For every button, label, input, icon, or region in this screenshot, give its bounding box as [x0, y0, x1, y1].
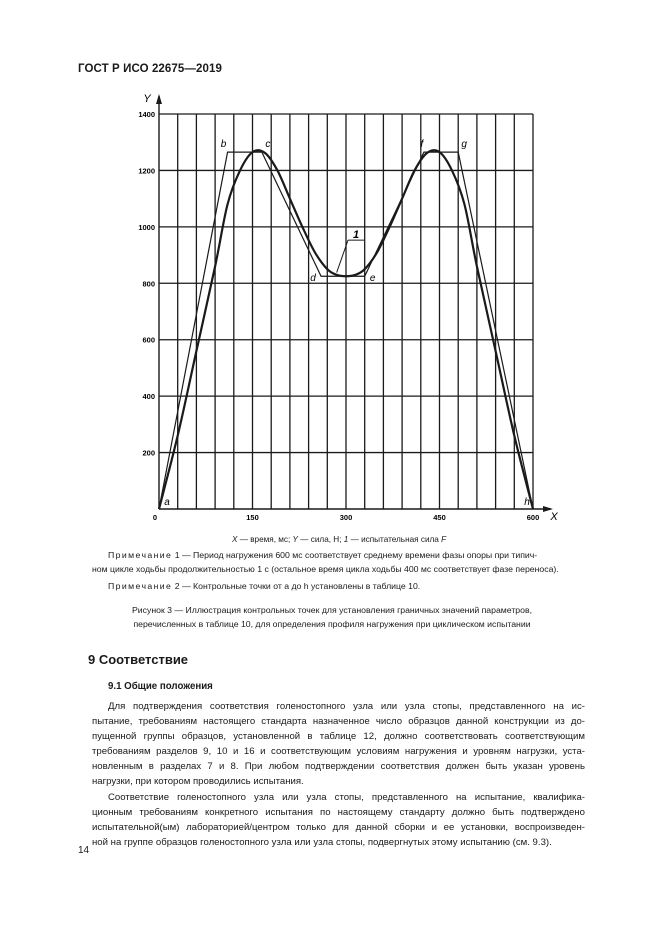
x-tick-label: 150 [246, 513, 259, 522]
paragraph-line: ной на группе образцов голеностопного узла или узла стопы, подвергнутых этому испытанию (см. 9.3). [92, 837, 552, 848]
note-prefix: Примечание [108, 550, 173, 560]
y-tick-label: 200 [142, 448, 155, 458]
subsection-title: 9.1 Общие положения [108, 681, 213, 692]
figure-caption-line: Рисунок 3 — Иллюстрация контрольных точек для установления граничных значений параметров, [132, 605, 532, 615]
control-point-label-d: d [310, 273, 316, 285]
control-point-label-c: c [265, 139, 271, 151]
paragraph-line: требованиям разделов 9, 10 и 16 и соответствующим условиям нагружения и уровням нагрузки, уста- [92, 746, 585, 757]
control-point-label-f: f [420, 139, 424, 151]
axis-caption: X — время, мс; Y — сила, Н; 1 — испытательная сила F [232, 535, 447, 544]
paragraph-line: испытательной(ым) лабораторией/центром только для данной сборки и ее установки, воспроизведен- [92, 822, 585, 833]
paragraph-line: Соответствие голеностопного узла или узла стопы, представленного на испытание, квалифика- [108, 792, 585, 803]
paragraph-line: пущенной группы образцов, установленной в таблице 12, должно соответствовать соответствующим [92, 731, 585, 742]
x-axis-label: X [550, 511, 558, 523]
document-header: ГОСТ Р ИСО 22675—2019 [78, 63, 223, 75]
note-1-continuation [92, 562, 559, 576]
x-tick-label: 300 [339, 513, 353, 522]
x-tick-label: 0 [152, 513, 157, 522]
control-point-label-e: e [369, 273, 376, 285]
paragraph-line: новленным в разделах 7 и 8. При любом подтверждении соответствия должен быть указан уровень [92, 761, 585, 772]
control-point-label-a: a [164, 497, 170, 508]
y-tick-label: 1000 [138, 222, 155, 232]
paragraph-line: Для подтверждения соответствия голеностопного узла или узла стопы, представленного на ис- [108, 701, 585, 712]
y-tick-label: 1400 [138, 110, 155, 119]
y-axis-arrow [156, 94, 162, 104]
note-text: ном цикле ходьбы продолжительностью 1 с (остальное время цикла ходьбы 400 мс соответствует фазе переноса). [92, 564, 559, 574]
y-tick-label: 400 [142, 392, 155, 402]
figure-caption-line: перечисленных в таблице 10, для определения профиля нагружения при циклическом испытании [133, 619, 531, 629]
note-prefix: Примечание [108, 581, 173, 591]
y-tick-label: 600 [142, 335, 155, 345]
curve-annotation-label: 1 [352, 229, 360, 242]
section-title: 9 Соответствие [88, 652, 189, 667]
paragraph-line: нагрузки, при котором проводились испытания. [92, 776, 304, 787]
y-tick-label: 800 [142, 279, 155, 289]
paragraph-line: пытание, требованиям настоящего стандарта назначенное число образцов данной конструкции из до- [92, 716, 585, 727]
control-point-label-h: h [524, 497, 530, 508]
note-text: 2 — Контрольные точки от a до h установлены в таблице 10. [172, 581, 421, 591]
y-axis-label: Y [143, 93, 151, 105]
paragraph-line: ционным требованиям конкретного испытания по настоящему стандарту должно быть подтверждено [92, 807, 585, 818]
control-point-label-b: b [220, 139, 227, 151]
note-1 [108, 548, 537, 562]
note-text: 1 — Период нагружения 600 мс соответствует среднему времени фазы опоры при типич- [172, 550, 538, 560]
page-number: 14 [78, 845, 90, 856]
note-2 [108, 579, 420, 593]
y-tick-label: 1200 [138, 166, 155, 176]
x-tick-label: 600 [526, 513, 540, 522]
x-tick-label: 450 [433, 513, 446, 522]
control-point-label-g: g [461, 139, 467, 151]
